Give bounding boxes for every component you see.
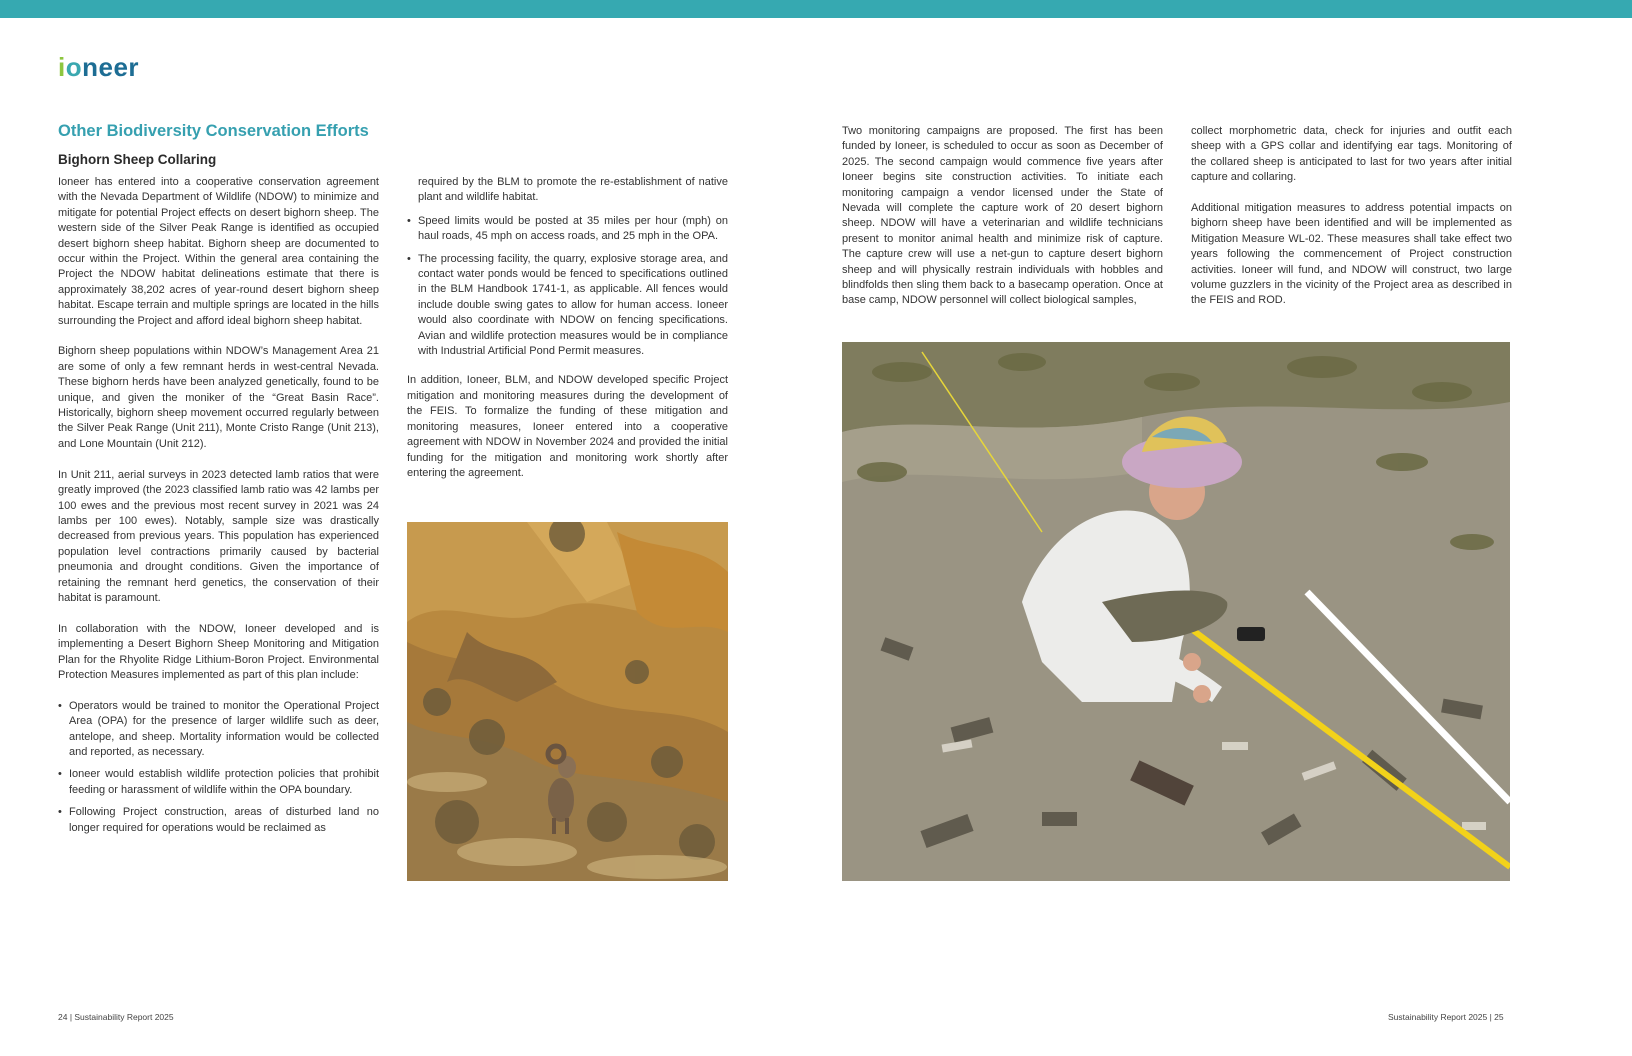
right-column-2: [1191, 124, 1512, 324]
paragraph: In Unit 211, aerial surveys in 2023 detected lamb ratios that were greatly improved (the 2023 classified lamb ratio was 42 lambs per 100 ewes and the previous most recent survey in 2021 was 24 lambs per 100 ewes). Notably, sample size was drastically decreased from previous years. This population has experienced population level contractions primarily caused by bacterial pneumonia and drought conditions. Given the importance of retaining the remnant herd genetics, the conservation of their habitat is paramount.: [58, 468, 379, 604]
bullet-list: [407, 214, 728, 360]
paragraph: Ioneer has entered into a cooperative conservation agreement with the Nevada Department of Wildlife (NDOW) to minimize and mitigate for potential Project effects on desert bighorn sheep. The western side of the Silver Peak Range is identified as occupied desert bighorn sheep habitat. Bighorn sheep are documented to occur within the Project. Within the general area containing the Project the NDOW habitat delineations estimate that there is approximately 38,202 acres of year-round desert bighorn sheep habitat. Escape terrain and multiple springs are located in the hills surrounding the Project and afford ideal bighorn sheep habitat.: [58, 176, 379, 327]
left-page-footer: 24 | Sustainability Report 2025: [58, 1012, 174, 1022]
left-column-2: [407, 175, 728, 497]
paragraph: Additional mitigation measures to address potential impacts on bighorn sheep have been identified and will be implemented as Mitigation Measure WL-02. These measures shall take effect two years following the commencement of Project construction activities. Ioneer will fund, and NDOW will construct, two large volume guzzlers in the vicinity of the Project area as described in the FEIS and ROD.: [1191, 202, 1512, 307]
list-item: • Following Project construction, areas of disturbed land no longer required for operations would be reclaimed as: [69, 805, 379, 836]
paragraph: In collaboration with the NDOW, Ioneer developed and is implementing a Desert Bighorn Sheep Monitoring and Mitigation Plan for the Rhyolite Ridge Lithium-Boron Project. Environmental Protection Measures implemented as part of this plan include:: [58, 622, 379, 681]
ioneer-logo: ioneer: [58, 52, 140, 82]
left-column-1: [58, 175, 379, 843]
paragraph: Bighorn sheep populations within NDOW’s Management Area 21 are some of only a few remnant herds in west-central Nevada. These bighorn herds have been analyzed genetically, found to be unique, and given the moniker of the “Great Basin Race”. Historically, bighorn sheep movement occurred regularly between the Silver Peak Range (Unit 211), Monte Cristo Range (Unit 213), and Lone Mountain (Unit 212).: [58, 345, 379, 450]
top-accent-bar: [0, 0, 1632, 18]
bighorn-sheep-photo: [407, 522, 728, 881]
list-item: • Speed limits would be posted at 35 miles per hour (mph) on haul roads, 45 mph on access roads, and 25 mph in the OPA.: [418, 214, 728, 245]
continued-text: required by the BLM to promote the re-establishment of native plant and wildlife habitat.: [418, 176, 728, 204]
right-column-1: [842, 124, 1163, 324]
subheading: Bighorn Sheep Collaring: [58, 152, 217, 167]
paragraph: collect morphometric data, check for injuries and outfit each sheep with a GPS collar and identifying ear tags. Monitoring of the collared sheep is anticipated to last for two years after initial capture and collaring.: [1191, 125, 1512, 184]
paragraph: Two monitoring campaigns are proposed. The first has been funded by Ioneer, is scheduled to occur as soon as December of 2025. The second campaign would commence five years after Ioneer begins site construction activities. To initiate each monitoring campaign a vendor licensed under the State of Nevada will complete the capture work of 20 desert bighorn sheep. NDOW will have a veterinarian and wildlife technicians present to monitor animal health and minimize risk of capture. The capture crew will use a net-gun to capture desert bighorn sheep and will physically restrain individuals with hobbles and blindfolds then sling them back to a basecamp operation. Once at base camp, NDOW personnel will collect biological samples,: [842, 125, 1163, 307]
list-item: • Operators would be trained to monitor the Operational Project Area (OPA) for the presence of larger wildlife such as deer, antelope, and sheep. Mortality information would be collected and reported, as necessary.: [69, 699, 379, 761]
field-collaring-photo: [842, 342, 1510, 881]
bullet-list: [58, 699, 379, 836]
right-page-footer: Sustainability Report 2025 | 25: [1388, 1012, 1504, 1022]
list-item: • The processing facility, the quarry, explosive storage area, and contact water ponds would be fenced to specifications outlined in the BLM Handbook 1741-1, as applicable. All fences would include double swing gates to allow for human access. Ioneer would also coordinate with NDOW on fencing specifications. Avian and wildlife protection measures would be in compliance with Industrial Artificial Pond Permit measures.: [418, 252, 728, 360]
section-heading: Other Biodiversity Conservation Efforts: [58, 122, 369, 140]
paragraph: In addition, Ioneer, BLM, and NDOW developed specific Project mitigation and monitoring measures during the development of the FEIS. To formalize the funding of these mitigation and monitoring measures, Ioneer entered into a cooperative agreement with NDOW in November 2024 and provided the initial funding for the mitigation and monitoring work shortly after entering the agreement.: [407, 374, 728, 479]
list-item: • Ioneer would establish wildlife protection policies that prohibit feeding or harassment of wildlife within the OPA boundary.: [69, 767, 379, 798]
